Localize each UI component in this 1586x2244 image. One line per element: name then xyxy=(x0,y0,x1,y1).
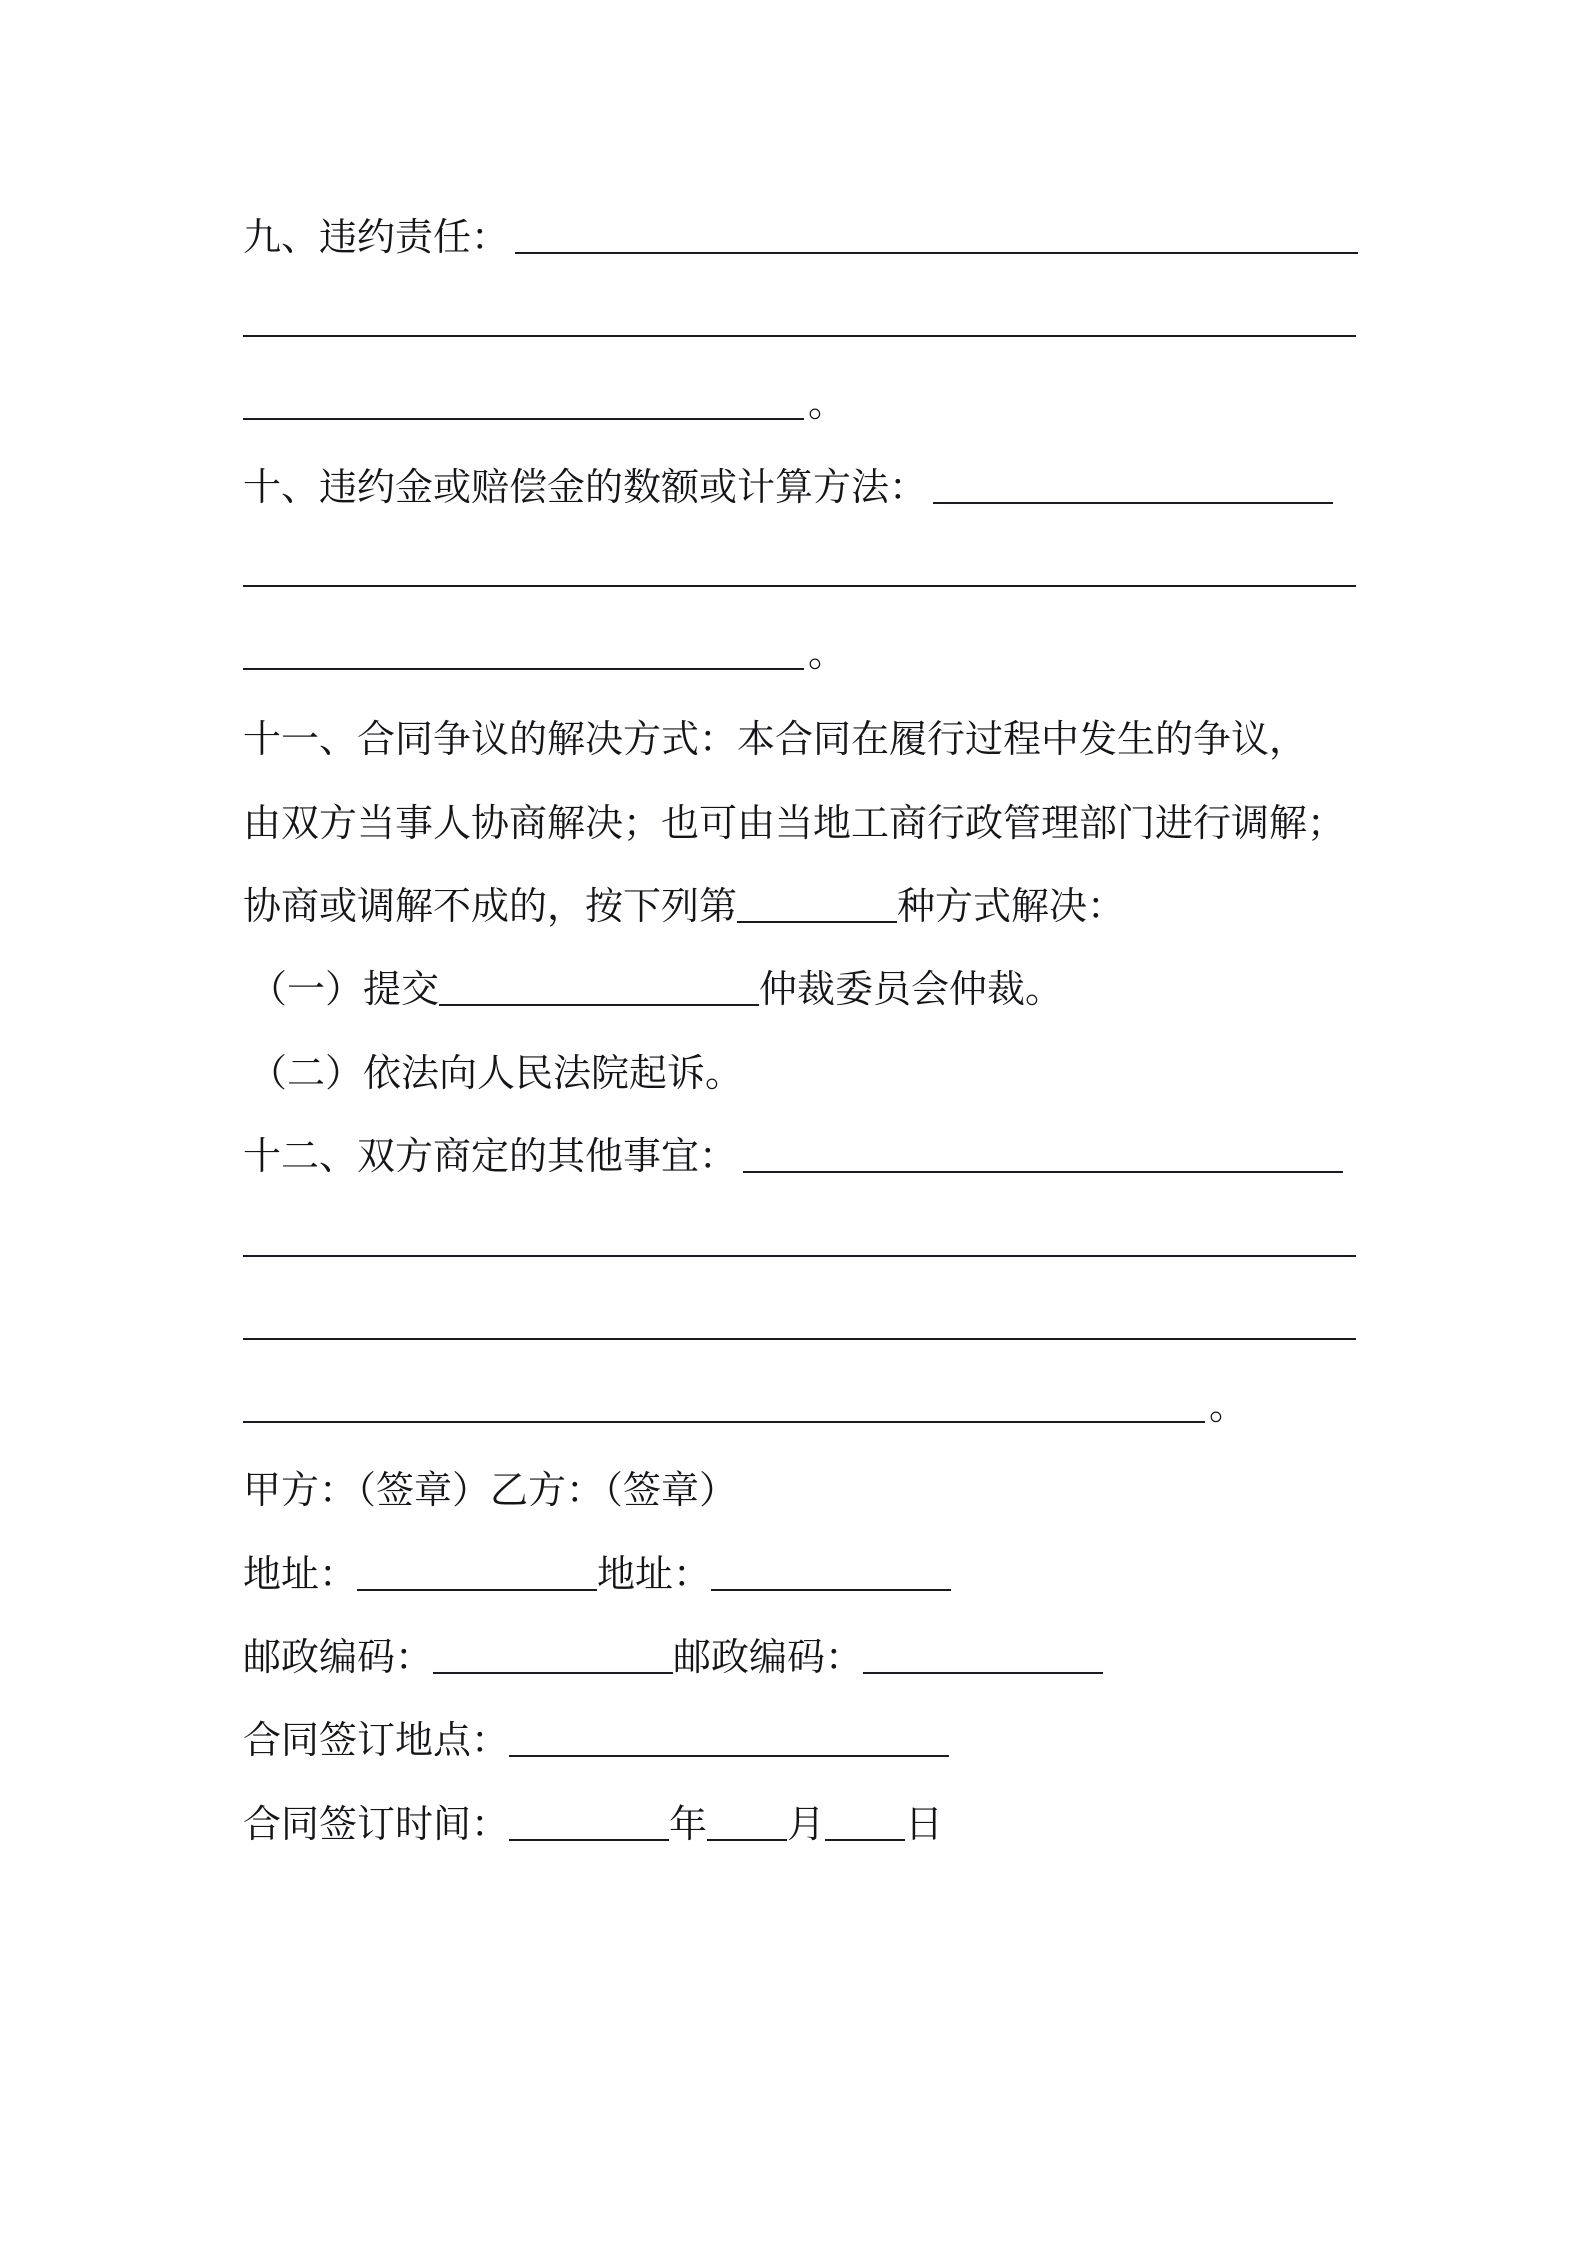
section-9-continuation-1 xyxy=(243,283,1356,343)
period-mark: 。 xyxy=(808,381,847,425)
postal-a-label: 邮政编码： xyxy=(243,1635,434,1679)
section-11-text-3-post: 种方式解决： xyxy=(897,884,1126,928)
period-mark: 。 xyxy=(1209,1384,1248,1428)
breach-liability-blank-2[interactable] xyxy=(243,295,1356,337)
address-line xyxy=(243,1537,951,1597)
section-11-line-3 xyxy=(243,869,1125,929)
option-1-pre: （一）提交 xyxy=(249,967,440,1011)
section-11-text-2: 由双方当事人协商解决；也可由当地工商行政管理部门进行调解； xyxy=(243,801,1346,845)
postal-b-blank[interactable] xyxy=(863,1632,1103,1674)
signing-time-label: 合同签订时间： xyxy=(243,1802,510,1846)
section-12-continuation-3 xyxy=(243,1369,1247,1429)
dispute-method-number-blank[interactable] xyxy=(737,881,897,923)
other-matters-blank-3[interactable] xyxy=(243,1298,1356,1340)
signing-place-label: 合同签订地点： xyxy=(243,1718,510,1762)
address-b-blank[interactable] xyxy=(711,1549,951,1591)
option-2-line xyxy=(249,1036,743,1096)
breach-liability-blank-3[interactable] xyxy=(243,378,804,420)
section-10-line xyxy=(243,450,1333,510)
section-11-text-3-pre: 协商或调解不成的，按下列第 xyxy=(243,884,738,928)
postal-a-blank[interactable] xyxy=(433,1632,673,1674)
penalty-amount-blank[interactable] xyxy=(933,462,1333,504)
address-a-blank[interactable] xyxy=(357,1549,597,1591)
day-label: 日 xyxy=(905,1802,944,1846)
section-11-line-2 xyxy=(243,786,1345,846)
parties-signature: 甲方：（签章）乙方：（签章） xyxy=(243,1468,738,1512)
arbitration-committee-blank[interactable] xyxy=(439,964,759,1006)
month-label: 月 xyxy=(787,1802,826,1846)
postal-b-label: 邮政编码： xyxy=(673,1635,864,1679)
other-matters-blank-2[interactable] xyxy=(243,1215,1356,1257)
day-blank[interactable] xyxy=(825,1799,905,1841)
penalty-amount-blank-2[interactable] xyxy=(243,545,1356,587)
year-blank[interactable] xyxy=(509,1799,669,1841)
section-10-continuation-1 xyxy=(243,533,1356,593)
section-11-text-1: 十一、合同争议的解决方式：本合同在履行过程中发生的争议， xyxy=(243,717,1308,761)
option-2-text: （二）依法向人民法院起诉。 xyxy=(249,1051,744,1095)
option-1-post: 仲裁委员会仲裁。 xyxy=(759,967,1064,1011)
section-12-continuation-2 xyxy=(243,1286,1356,1346)
period-mark: 。 xyxy=(808,631,847,675)
parties-line xyxy=(243,1453,737,1513)
other-matters-blank[interactable] xyxy=(743,1131,1343,1173)
breach-liability-blank[interactable] xyxy=(515,212,1358,254)
section-12-continuation-1 xyxy=(243,1203,1356,1263)
signing-place-blank[interactable] xyxy=(509,1715,949,1757)
section-11-line-1 xyxy=(243,702,1307,762)
section-10-continuation-2 xyxy=(243,616,846,676)
section-9-line xyxy=(243,200,1358,260)
year-label: 年 xyxy=(669,1802,708,1846)
section-10-label: 十、违约金或赔偿金的数额或计算方法： xyxy=(243,465,928,509)
address-b-label: 地址： xyxy=(597,1552,712,1596)
signing-time-line xyxy=(243,1787,943,1847)
month-blank[interactable] xyxy=(707,1799,787,1841)
penalty-amount-blank-3[interactable] xyxy=(243,628,804,670)
postal-line xyxy=(243,1620,1103,1680)
other-matters-blank-4[interactable] xyxy=(243,1381,1205,1423)
section-12-label: 十二、双方商定的其他事宜： xyxy=(243,1134,738,1178)
section-12-line xyxy=(243,1119,1343,1179)
signing-place-line xyxy=(243,1703,949,1763)
address-a-label: 地址： xyxy=(243,1552,358,1596)
option-1-line xyxy=(249,952,1063,1012)
section-9-continuation-2 xyxy=(243,366,846,426)
section-9-label: 九、违约责任： xyxy=(243,215,510,259)
